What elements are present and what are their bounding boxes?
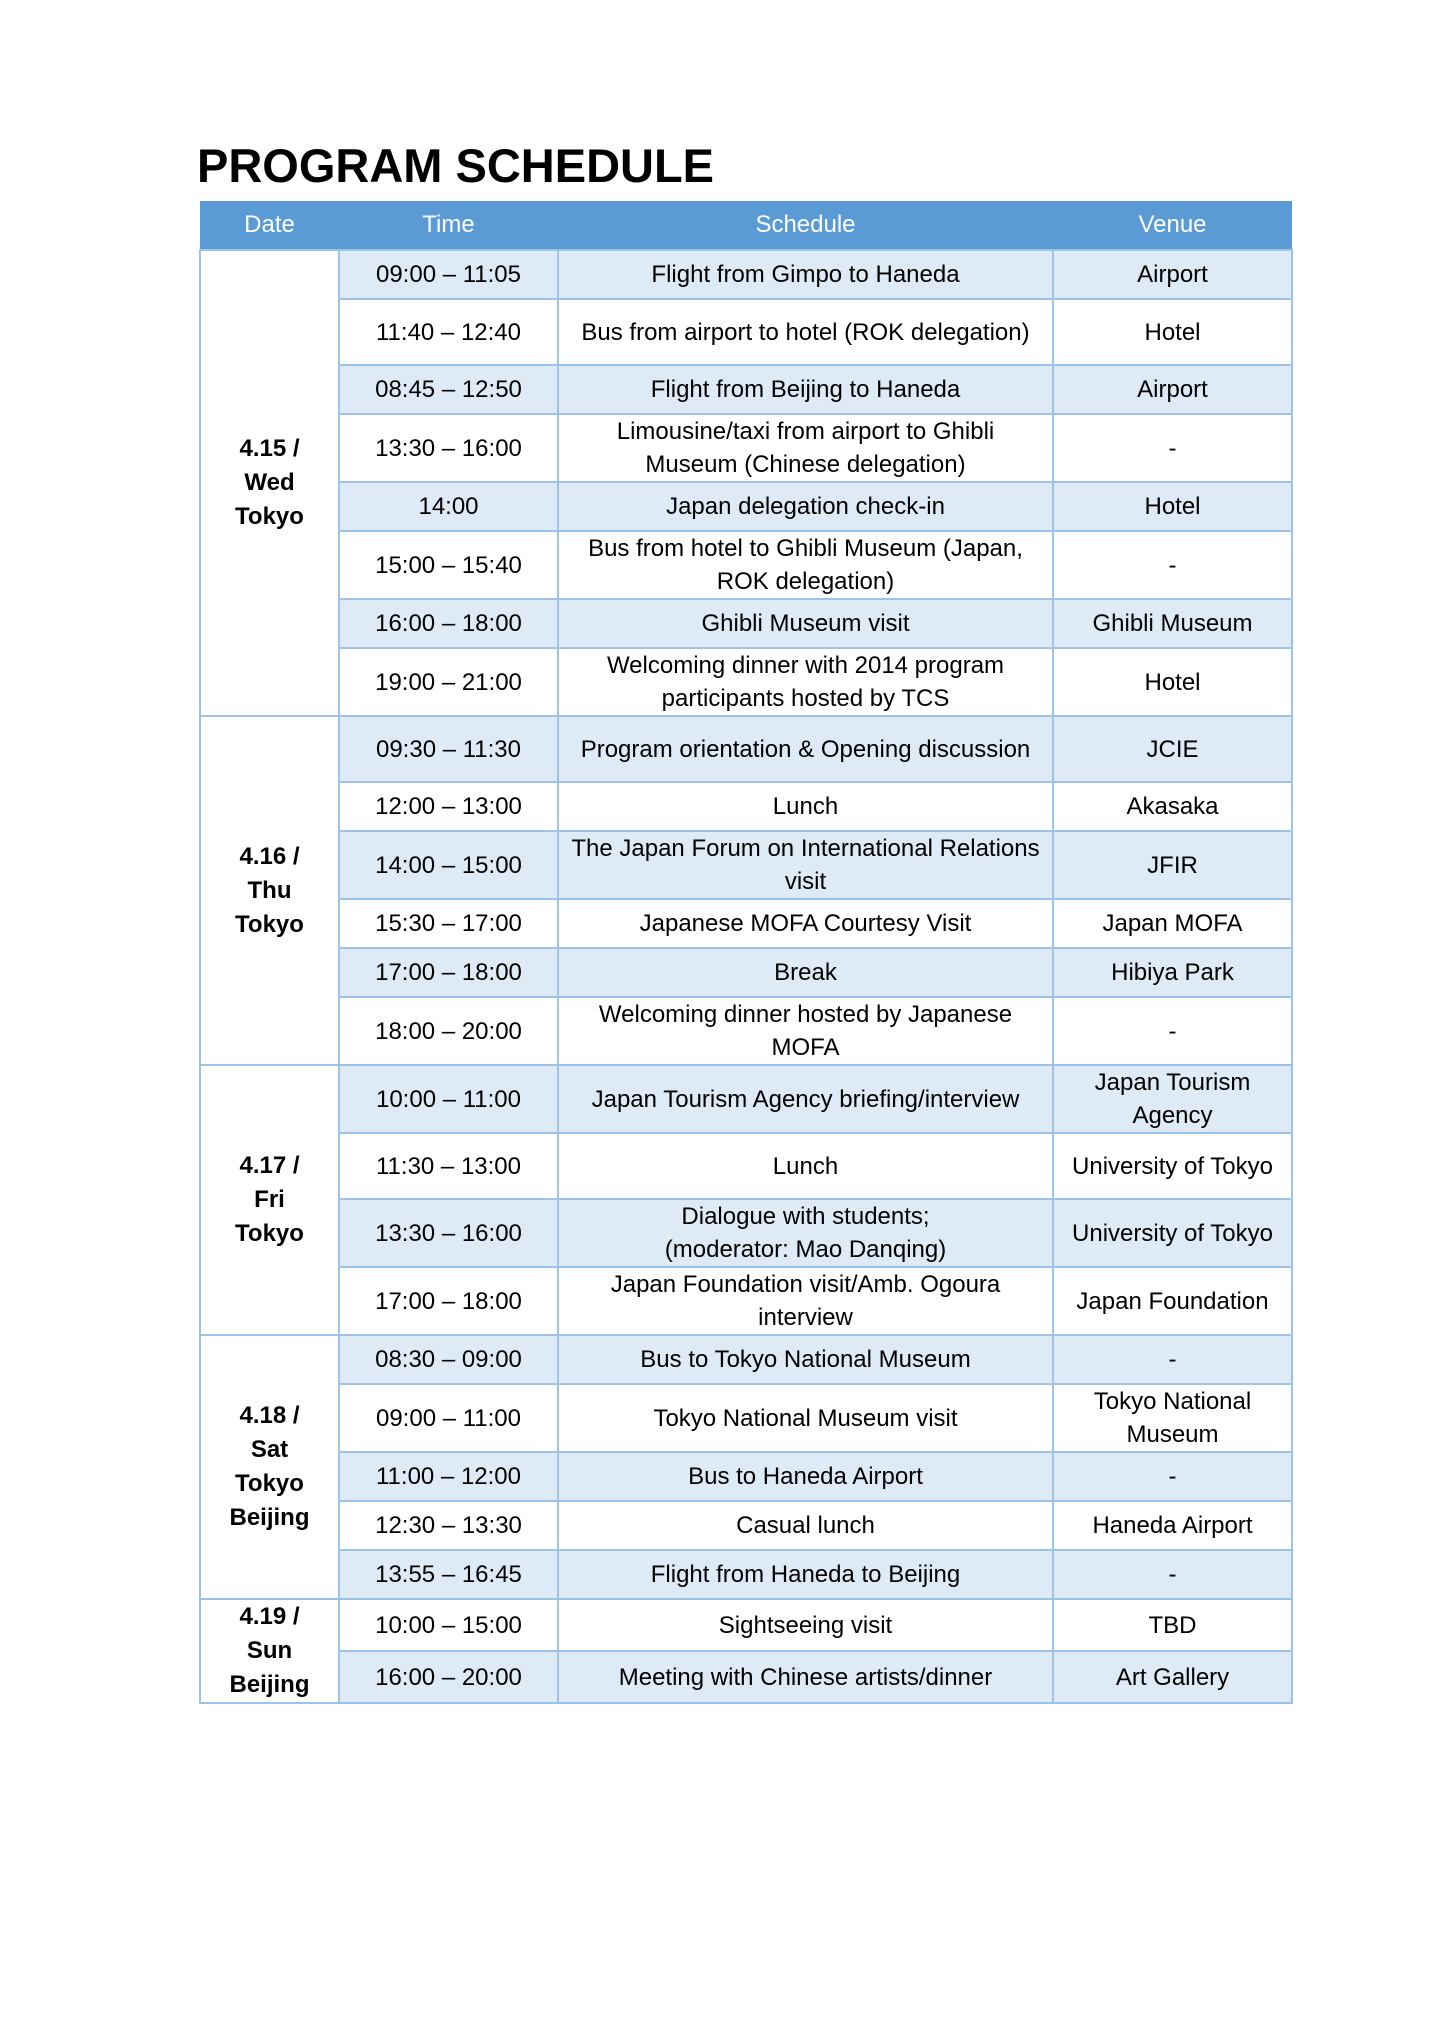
- header-date: Date: [200, 201, 339, 250]
- time-cell: 11:30 – 13:00: [339, 1133, 558, 1199]
- schedule-cell: Program orientation & Opening discussion: [558, 716, 1053, 782]
- venue-cell: Japan MOFA: [1053, 899, 1292, 948]
- table-row: [200, 1199, 1292, 1267]
- table-row: [200, 1452, 1292, 1501]
- schedule-table: [199, 201, 1293, 1704]
- schedule-cell: Break: [558, 948, 1053, 997]
- venue-cell: -: [1053, 531, 1292, 599]
- schedule-cell: Bus from hotel to Ghibli Museum (Japan, ROK delegation): [558, 531, 1053, 599]
- date-cell: [200, 1335, 339, 1599]
- table-row: [200, 1384, 1292, 1452]
- time-cell: 13:30 – 16:00: [339, 414, 558, 482]
- table-row: [200, 1501, 1292, 1550]
- venue-cell: University of Tokyo: [1053, 1133, 1292, 1199]
- table-row: [200, 599, 1292, 648]
- time-cell: 16:00 – 20:00: [339, 1651, 558, 1703]
- venue-cell: Airport: [1053, 365, 1292, 414]
- city-text: Tokyo: [235, 1220, 304, 1247]
- weekday-text: Sun: [246, 1637, 293, 1664]
- schedule-line: Dialogue with students;: [681, 1203, 930, 1230]
- venue-cell: Tokyo National Museum: [1053, 1384, 1292, 1452]
- schedule-cell: Ghibli Museum visit: [558, 599, 1053, 648]
- table-row: [200, 250, 1292, 299]
- time-cell: 18:00 – 20:00: [339, 997, 558, 1065]
- venue-cell: -: [1053, 997, 1292, 1065]
- header-time: Time: [339, 201, 558, 250]
- table-row: [200, 365, 1292, 414]
- schedule-cell: Lunch: [558, 1133, 1053, 1199]
- table-row: [200, 716, 1292, 782]
- table-row: [200, 1599, 1292, 1651]
- date-text: 4.19 /: [239, 1603, 300, 1630]
- time-cell: 14:00: [339, 482, 558, 531]
- schedule-cell: Japan Tourism Agency briefing/interview: [558, 1065, 1053, 1133]
- time-cell: 12:30 – 13:30: [339, 1501, 558, 1550]
- city-text: Beijing: [229, 1671, 310, 1698]
- header-schedule: Schedule: [558, 201, 1053, 250]
- table-row: [200, 414, 1292, 482]
- table-row: [200, 1335, 1292, 1384]
- venue-cell: -: [1053, 1335, 1292, 1384]
- venue-cell: Ghibli Museum: [1053, 599, 1292, 648]
- time-cell: 10:00 – 15:00: [339, 1599, 558, 1651]
- schedule-cell: Casual lunch: [558, 1501, 1053, 1550]
- table-row: [200, 1133, 1292, 1199]
- time-cell: 09:00 – 11:05: [339, 250, 558, 299]
- schedule-line: (moderator: Mao Danqing): [664, 1236, 947, 1263]
- schedule-cell: Limousine/taxi from airport to Ghibli Museum (Chinese delegation): [558, 414, 1053, 482]
- schedule-cell: Japan Foundation visit/Amb. Ogoura interview: [558, 1267, 1053, 1335]
- venue-cell: JFIR: [1053, 831, 1292, 899]
- header-venue: Venue: [1053, 201, 1292, 250]
- venue-cell: TBD: [1053, 1599, 1292, 1651]
- venue-cell: JCIE: [1053, 716, 1292, 782]
- header-row: [200, 201, 1292, 250]
- date-cell: [200, 250, 339, 716]
- weekday-text: Thu: [247, 876, 292, 904]
- venue-cell: -: [1053, 1452, 1292, 1501]
- venue-cell: Haneda Airport: [1053, 1501, 1292, 1550]
- schedule-cell: The Japan Forum on International Relations visit: [558, 831, 1053, 899]
- table-row: [200, 782, 1292, 831]
- venue-cell: Hotel: [1053, 648, 1292, 716]
- venue-cell: University of Tokyo: [1053, 1199, 1292, 1267]
- time-cell: 12:00 – 13:00: [339, 782, 558, 831]
- schedule-cell: Bus to Tokyo National Museum: [558, 1335, 1053, 1384]
- venue-cell: Art Gallery: [1053, 1651, 1292, 1703]
- schedule-cell: Flight from Beijing to Haneda: [558, 365, 1053, 414]
- time-cell: 15:00 – 15:40: [339, 531, 558, 599]
- table-row: [200, 299, 1292, 365]
- venue-cell: Airport: [1053, 250, 1292, 299]
- venue-cell: Hotel: [1053, 482, 1292, 531]
- venue-cell: -: [1053, 1550, 1292, 1599]
- schedule-cell: Flight from Haneda to Beijing: [558, 1550, 1053, 1599]
- time-cell: 09:00 – 11:00: [339, 1384, 558, 1452]
- time-cell: 08:30 – 09:00: [339, 1335, 558, 1384]
- venue-cell: Hibiya Park: [1053, 948, 1292, 997]
- table-row: [200, 1550, 1292, 1599]
- venue-cell: Japan Foundation: [1053, 1267, 1292, 1335]
- time-cell: 13:55 – 16:45: [339, 1550, 558, 1599]
- time-cell: 11:00 – 12:00: [339, 1452, 558, 1501]
- schedule-cell: Welcoming dinner hosted by Japanese MOFA: [558, 997, 1053, 1065]
- venue-cell: Akasaka: [1053, 782, 1292, 831]
- venue-cell: Japan Tourism Agency: [1053, 1065, 1292, 1133]
- city-text: Tokyo: [235, 1470, 304, 1497]
- table-row: [200, 899, 1292, 948]
- schedule-cell: Lunch: [558, 782, 1053, 831]
- time-cell: 09:30 – 11:30: [339, 716, 558, 782]
- date-text: 4.15 /: [239, 435, 300, 462]
- city-text: Tokyo: [235, 910, 304, 938]
- schedule-cell: Welcoming dinner with 2014 program participants hosted by TCS: [558, 648, 1053, 716]
- page-title: PROGRAM SCHEDULE: [197, 139, 715, 192]
- time-cell: 19:00 – 21:00: [339, 648, 558, 716]
- schedule-cell: Japan delegation check-in: [558, 482, 1053, 531]
- date-cell: [200, 1599, 339, 1703]
- venue-cell: -: [1053, 414, 1292, 482]
- table-row: [200, 831, 1292, 899]
- time-cell: 15:30 – 17:00: [339, 899, 558, 948]
- table-row: [200, 1267, 1292, 1335]
- time-cell: 08:45 – 12:50: [339, 365, 558, 414]
- table-row: [200, 482, 1292, 531]
- time-cell: 16:00 – 18:00: [339, 599, 558, 648]
- date-cell: [200, 1065, 339, 1335]
- schedule-cell: Bus to Haneda Airport: [558, 1452, 1053, 1501]
- weekday-text: Sat: [250, 1436, 289, 1463]
- time-cell: 10:00 – 11:00: [339, 1065, 558, 1133]
- date-text: 4.17 /: [239, 1152, 300, 1179]
- schedule-cell: Meeting with Chinese artists/dinner: [558, 1651, 1053, 1703]
- weekday-text: Fri: [254, 1186, 285, 1213]
- table-row: [200, 997, 1292, 1065]
- table-row: [200, 948, 1292, 997]
- schedule-cell: [558, 1199, 1053, 1267]
- schedule-cell: Tokyo National Museum visit: [558, 1384, 1053, 1452]
- city-text: Beijing: [229, 1504, 310, 1531]
- table-row: [200, 531, 1292, 599]
- table-row: [200, 648, 1292, 716]
- schedule-cell: Bus from airport to hotel (ROK delegation): [558, 299, 1053, 365]
- date-cell: [200, 716, 339, 1065]
- schedule-cell: Japanese MOFA Courtesy Visit: [558, 899, 1053, 948]
- weekday-text: Wed: [244, 469, 295, 496]
- schedule-cell: Sightseeing visit: [558, 1599, 1053, 1651]
- time-cell: 14:00 – 15:00: [339, 831, 558, 899]
- date-text: 4.18 /: [239, 1402, 300, 1429]
- venue-cell: Hotel: [1053, 299, 1292, 365]
- schedule-cell: Flight from Gimpo to Haneda: [558, 250, 1053, 299]
- time-cell: 17:00 – 18:00: [339, 1267, 558, 1335]
- time-cell: 11:40 – 12:40: [339, 299, 558, 365]
- city-text: Tokyo: [235, 503, 304, 530]
- time-cell: 13:30 – 16:00: [339, 1199, 558, 1267]
- time-cell: 17:00 – 18:00: [339, 948, 558, 997]
- table-row: [200, 1065, 1292, 1133]
- table-row: [200, 1651, 1292, 1703]
- date-text: 4.16 /: [239, 842, 300, 870]
